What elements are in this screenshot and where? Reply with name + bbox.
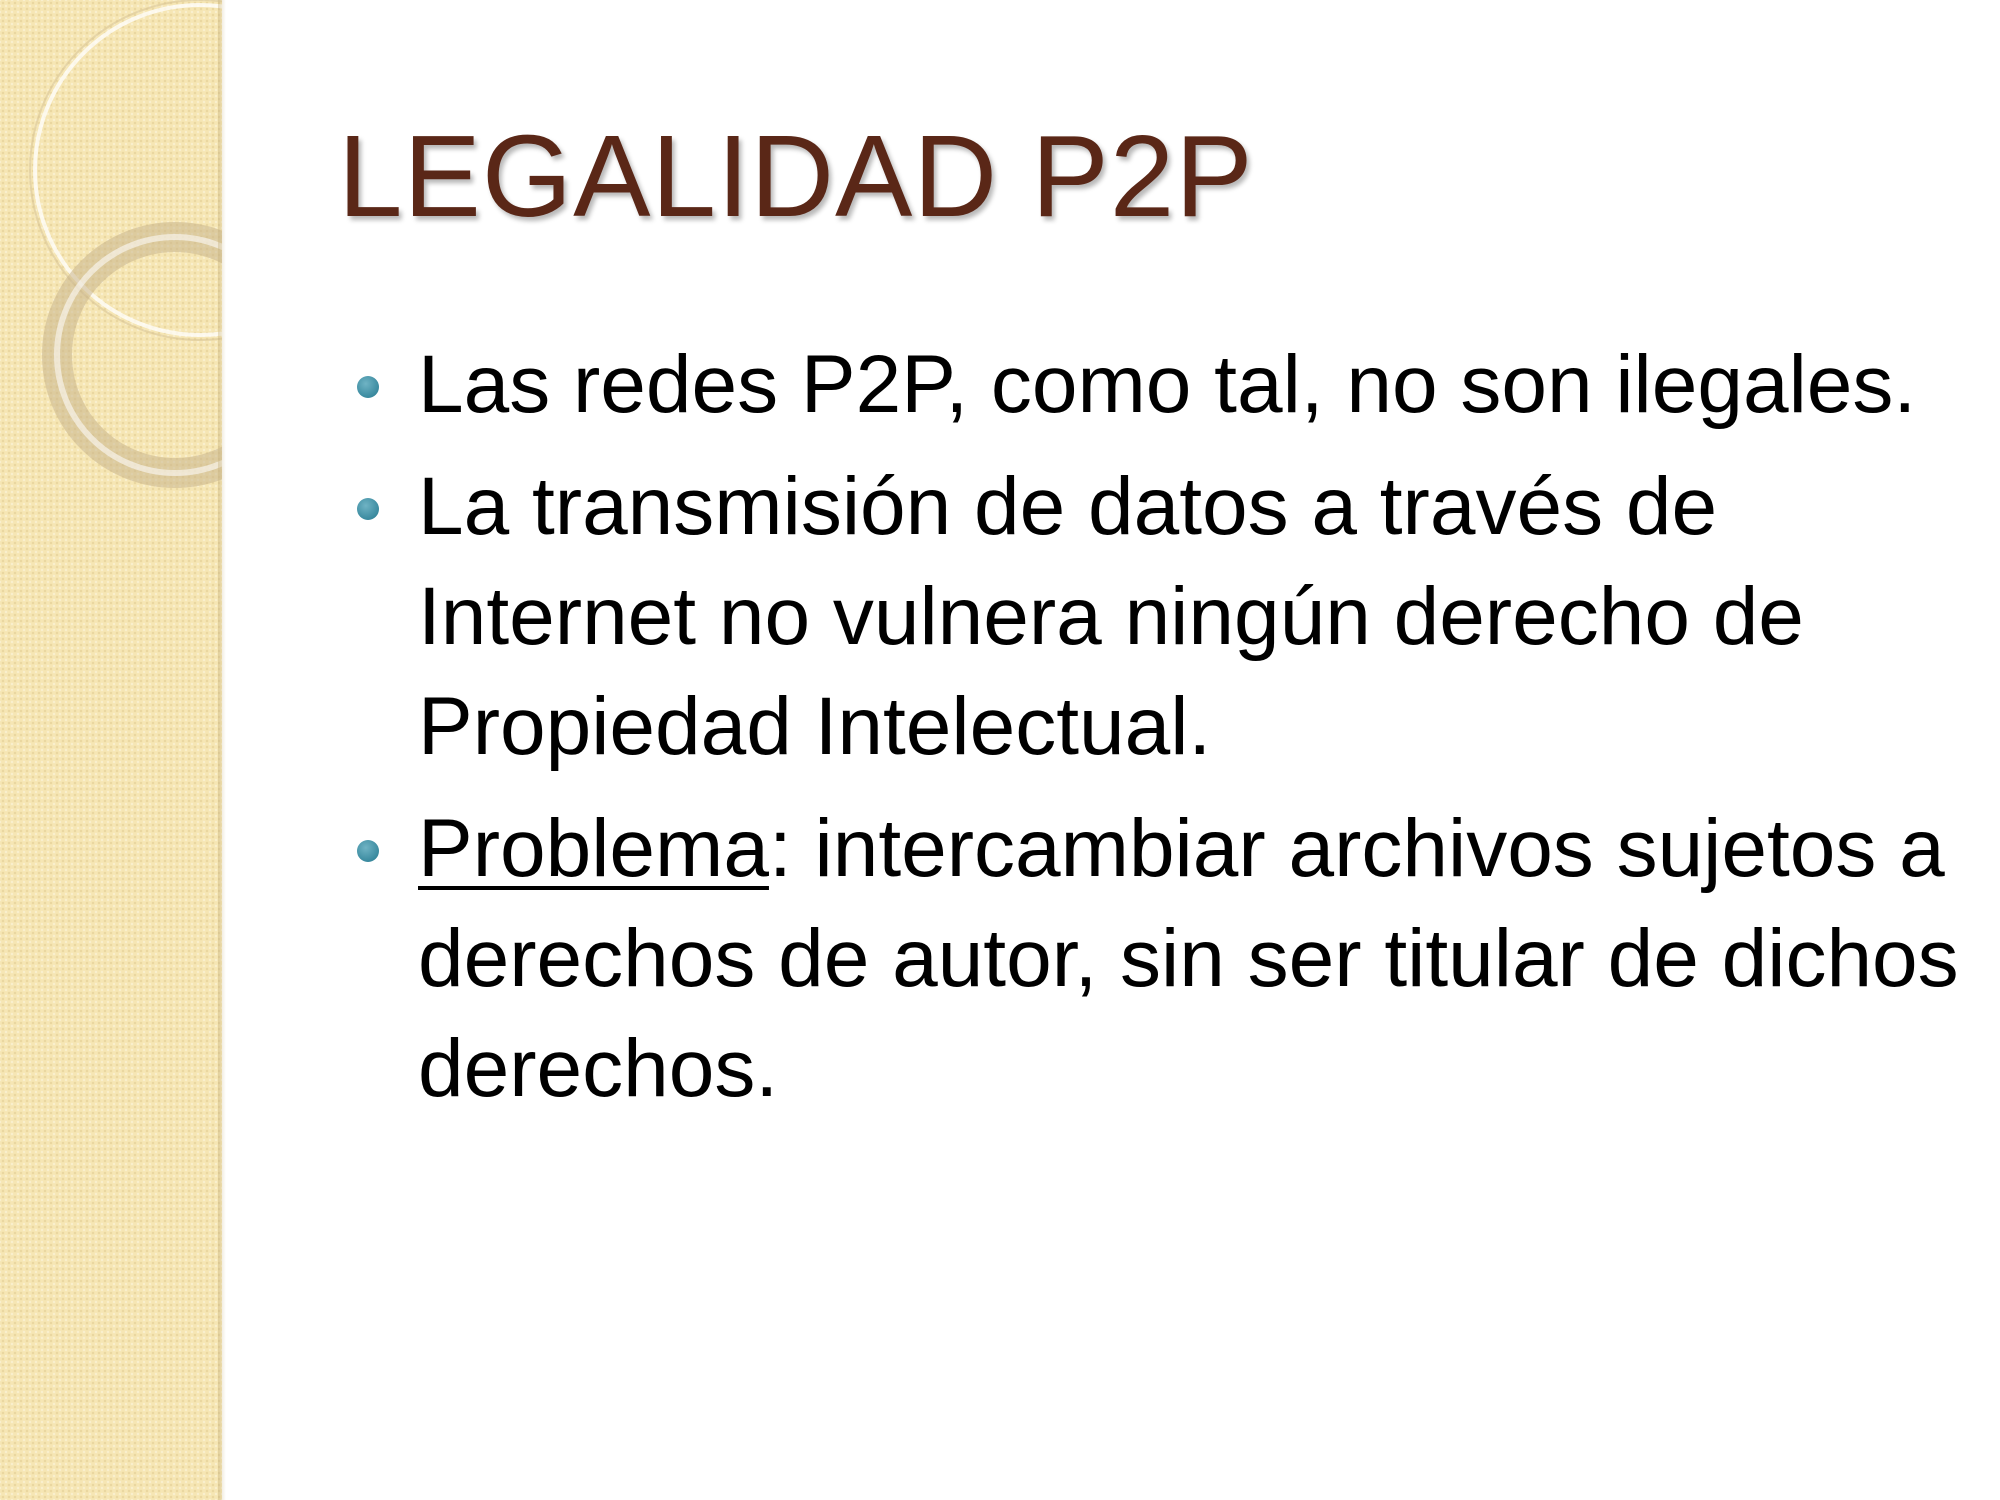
bullet-list <box>340 330 1960 1136</box>
decorative-side-panel <box>0 0 222 1500</box>
side-panel-edge <box>218 0 226 1500</box>
bullet-text: Las redes P2P, como tal, no son ilegales. <box>418 339 1917 430</box>
bullet-item <box>340 330 1960 440</box>
bullet-item <box>340 452 1960 782</box>
bullet-text: La transmisión de datos a través de Internet no vulnera ningún derecho de Propiedad Intelectual. <box>418 461 1804 772</box>
bullet-lead-term: Problema <box>418 803 769 894</box>
bullet-item <box>340 794 1960 1124</box>
decorative-rings <box>0 0 222 520</box>
bullet-text: : intercambiar archivos sujetos a derechos de autor, sin ser titular de dichos derechos. <box>418 803 1959 1114</box>
bullet-dot-icon <box>357 498 379 520</box>
slide-title: LEGALIDAD P2P <box>338 111 1254 241</box>
bullet-dot-icon <box>357 840 379 862</box>
bullet-dot-icon <box>357 376 379 398</box>
